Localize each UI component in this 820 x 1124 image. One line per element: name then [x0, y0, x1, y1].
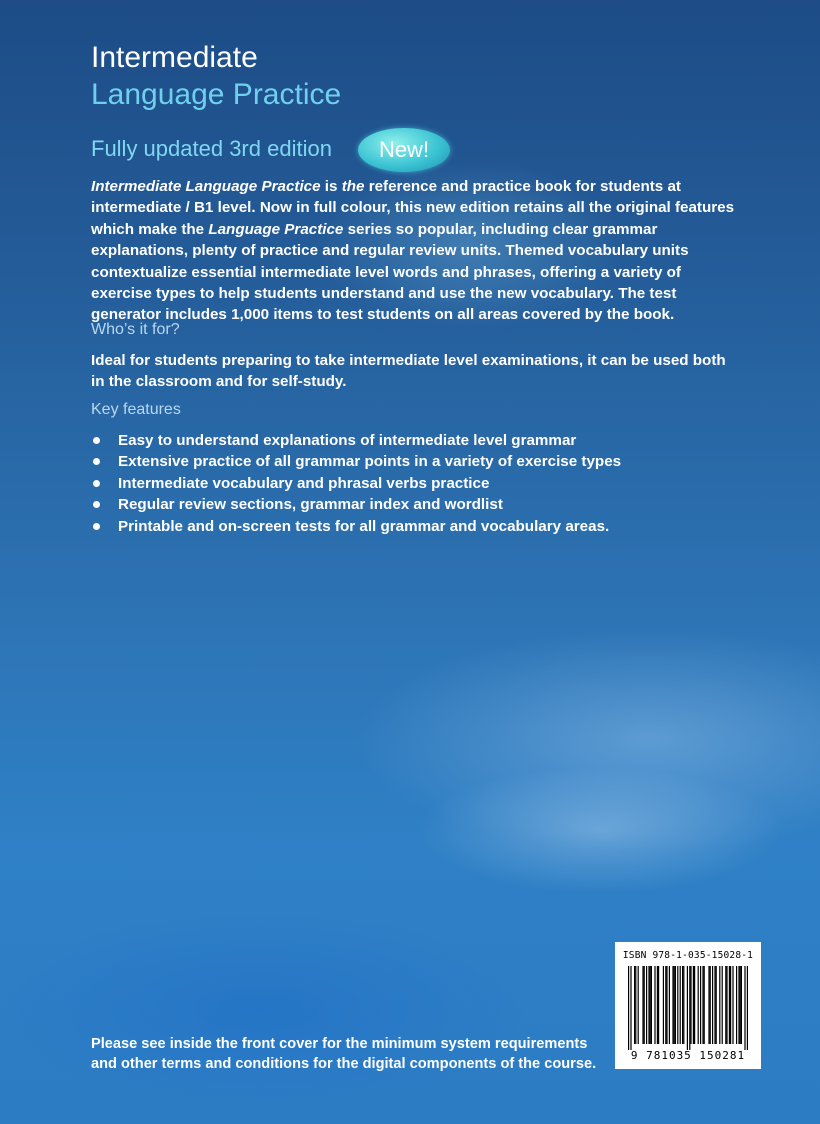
- barcode-bar: [683, 966, 684, 1044]
- barcode-digits: 9 781035 150281: [630, 1049, 746, 1062]
- barcode-bar: [646, 966, 647, 1044]
- feature-text: Extensive practice of all grammar points in a variety of exercise types: [118, 453, 622, 471]
- bullet-icon: [93, 523, 100, 530]
- barcode-bar: [726, 966, 727, 1044]
- bullet-icon: [93, 501, 100, 508]
- barcode-bar: [694, 966, 695, 1044]
- barcode-bar: [657, 966, 658, 1044]
- barcode-bar: [630, 966, 631, 1050]
- barcode-bar: [677, 966, 678, 1044]
- feature-item: [91, 451, 621, 472]
- intro-series-title: Language Practice: [208, 220, 344, 238]
- barcode-bar: [698, 966, 699, 1044]
- barcode-bar: [666, 966, 667, 1044]
- feature-text: Regular review sections, grammar index and wordlist: [118, 496, 503, 514]
- feature-item: [91, 473, 621, 494]
- barcode-bar: [669, 966, 670, 1044]
- new-badge: New!: [358, 128, 450, 172]
- barcode-bar: [710, 966, 711, 1044]
- bullet-icon: [93, 437, 100, 444]
- barcode-bar: [729, 966, 730, 1044]
- whos-it-for-heading: Who’s it for?: [91, 321, 180, 338]
- barcode-bar: [644, 966, 645, 1044]
- edition-label: Fully updated 3rd edition: [91, 136, 332, 161]
- barcode-icon: [628, 966, 748, 1050]
- barcode-bar: [690, 966, 691, 1044]
- title-line-2: Language Practice: [91, 78, 342, 111]
- barcode-bar: [650, 966, 651, 1044]
- barcode-bar: [730, 966, 731, 1044]
- barcode-bar: [702, 966, 703, 1044]
- barcode-bar: [628, 966, 629, 1050]
- barcode-bar: [682, 966, 683, 1044]
- feature-item: [91, 494, 621, 515]
- title-line-1: Intermediate: [91, 41, 258, 74]
- feature-text: Easy to understand explanations of intermediate level grammar: [118, 432, 577, 449]
- barcode-bar: [658, 966, 659, 1044]
- isbn-label: ISBN 978-1-035-15028-1: [622, 950, 754, 961]
- barcode-bar: [634, 966, 635, 1044]
- barcode-bar: [732, 966, 733, 1044]
- intro-text-part-1: reference and practice book for students at intermediate / B1 level. Now in full colour, this new edition retains all the original features which make the: [91, 178, 735, 238]
- barcode-bar: [689, 966, 690, 1050]
- key-features-heading: Key features: [91, 401, 181, 418]
- barcode-bar: [687, 966, 688, 1050]
- intro-is: is: [320, 178, 342, 195]
- feature-item: [91, 516, 621, 537]
- barcode-bar: [663, 966, 664, 1044]
- whos-it-for-body: Ideal for students preparing to take intermediate level examinations, it can be used both in the classroom and for self-study.: [91, 352, 726, 391]
- barcode-bar: [719, 966, 720, 1044]
- intro-text-part-2: series so popular, including clear grammar explanations, plenty of practice and regular review units. Themed vocabulary units contextualize essential intermediate level words and phrases, offering a variety of exercise types to help students understand and use the new vocabulary. The test generator includes 1,000 items to test students on all areas covered by the book.: [91, 220, 689, 324]
- barcode-bar: [704, 966, 705, 1044]
- barcode-bar: [708, 966, 709, 1044]
- feature-text: Intermediate vocabulary and phrasal verbs practice: [118, 474, 490, 492]
- barcode-bar: [675, 966, 676, 1044]
- barcode-bar: [651, 966, 652, 1044]
- bullet-icon: [93, 480, 100, 487]
- barcode-bar: [680, 966, 681, 1044]
- barcode-bar: [716, 966, 717, 1044]
- barcode-bar: [638, 966, 639, 1044]
- barcode-bar: [744, 966, 745, 1050]
- barcode-bar: [741, 966, 742, 1044]
- intro-the: the: [341, 178, 365, 195]
- barcode-bar: [700, 966, 701, 1044]
- barcode-bar: [635, 966, 636, 1044]
- barcode-bar: [747, 966, 748, 1050]
- system-requirements-note: Please see inside the front cover for the minimum system requirements and other terms and conditions for the digital components of the course.: [91, 1036, 597, 1072]
- isbn-barcode-box: [615, 942, 761, 1069]
- intro-paragraph: [91, 176, 741, 326]
- barcode-bar: [672, 966, 673, 1044]
- barcode-bar: [740, 966, 741, 1044]
- barcode-bar: [654, 966, 655, 1044]
- barcode-bar: [738, 966, 739, 1044]
- barcode-bar: [665, 966, 666, 1044]
- barcode-bar: [648, 966, 649, 1044]
- barcode-bar: [736, 966, 737, 1044]
- barcode-bar: [714, 966, 715, 1044]
- barcode-bar: [712, 966, 713, 1044]
- barcode-bar: [725, 966, 726, 1044]
- barcode-bar: [642, 966, 643, 1044]
- barcode-bar: [674, 966, 675, 1044]
- bullet-icon: [93, 458, 100, 465]
- barcode-bar: [722, 966, 723, 1044]
- feature-item: [91, 430, 621, 451]
- barcode-bar: [693, 966, 694, 1044]
- key-features-list: [91, 430, 621, 537]
- intro-book-title: Intermediate Language Practice: [91, 178, 321, 195]
- feature-text: Printable and on-screen tests for all grammar and vocabulary areas.: [118, 517, 610, 535]
